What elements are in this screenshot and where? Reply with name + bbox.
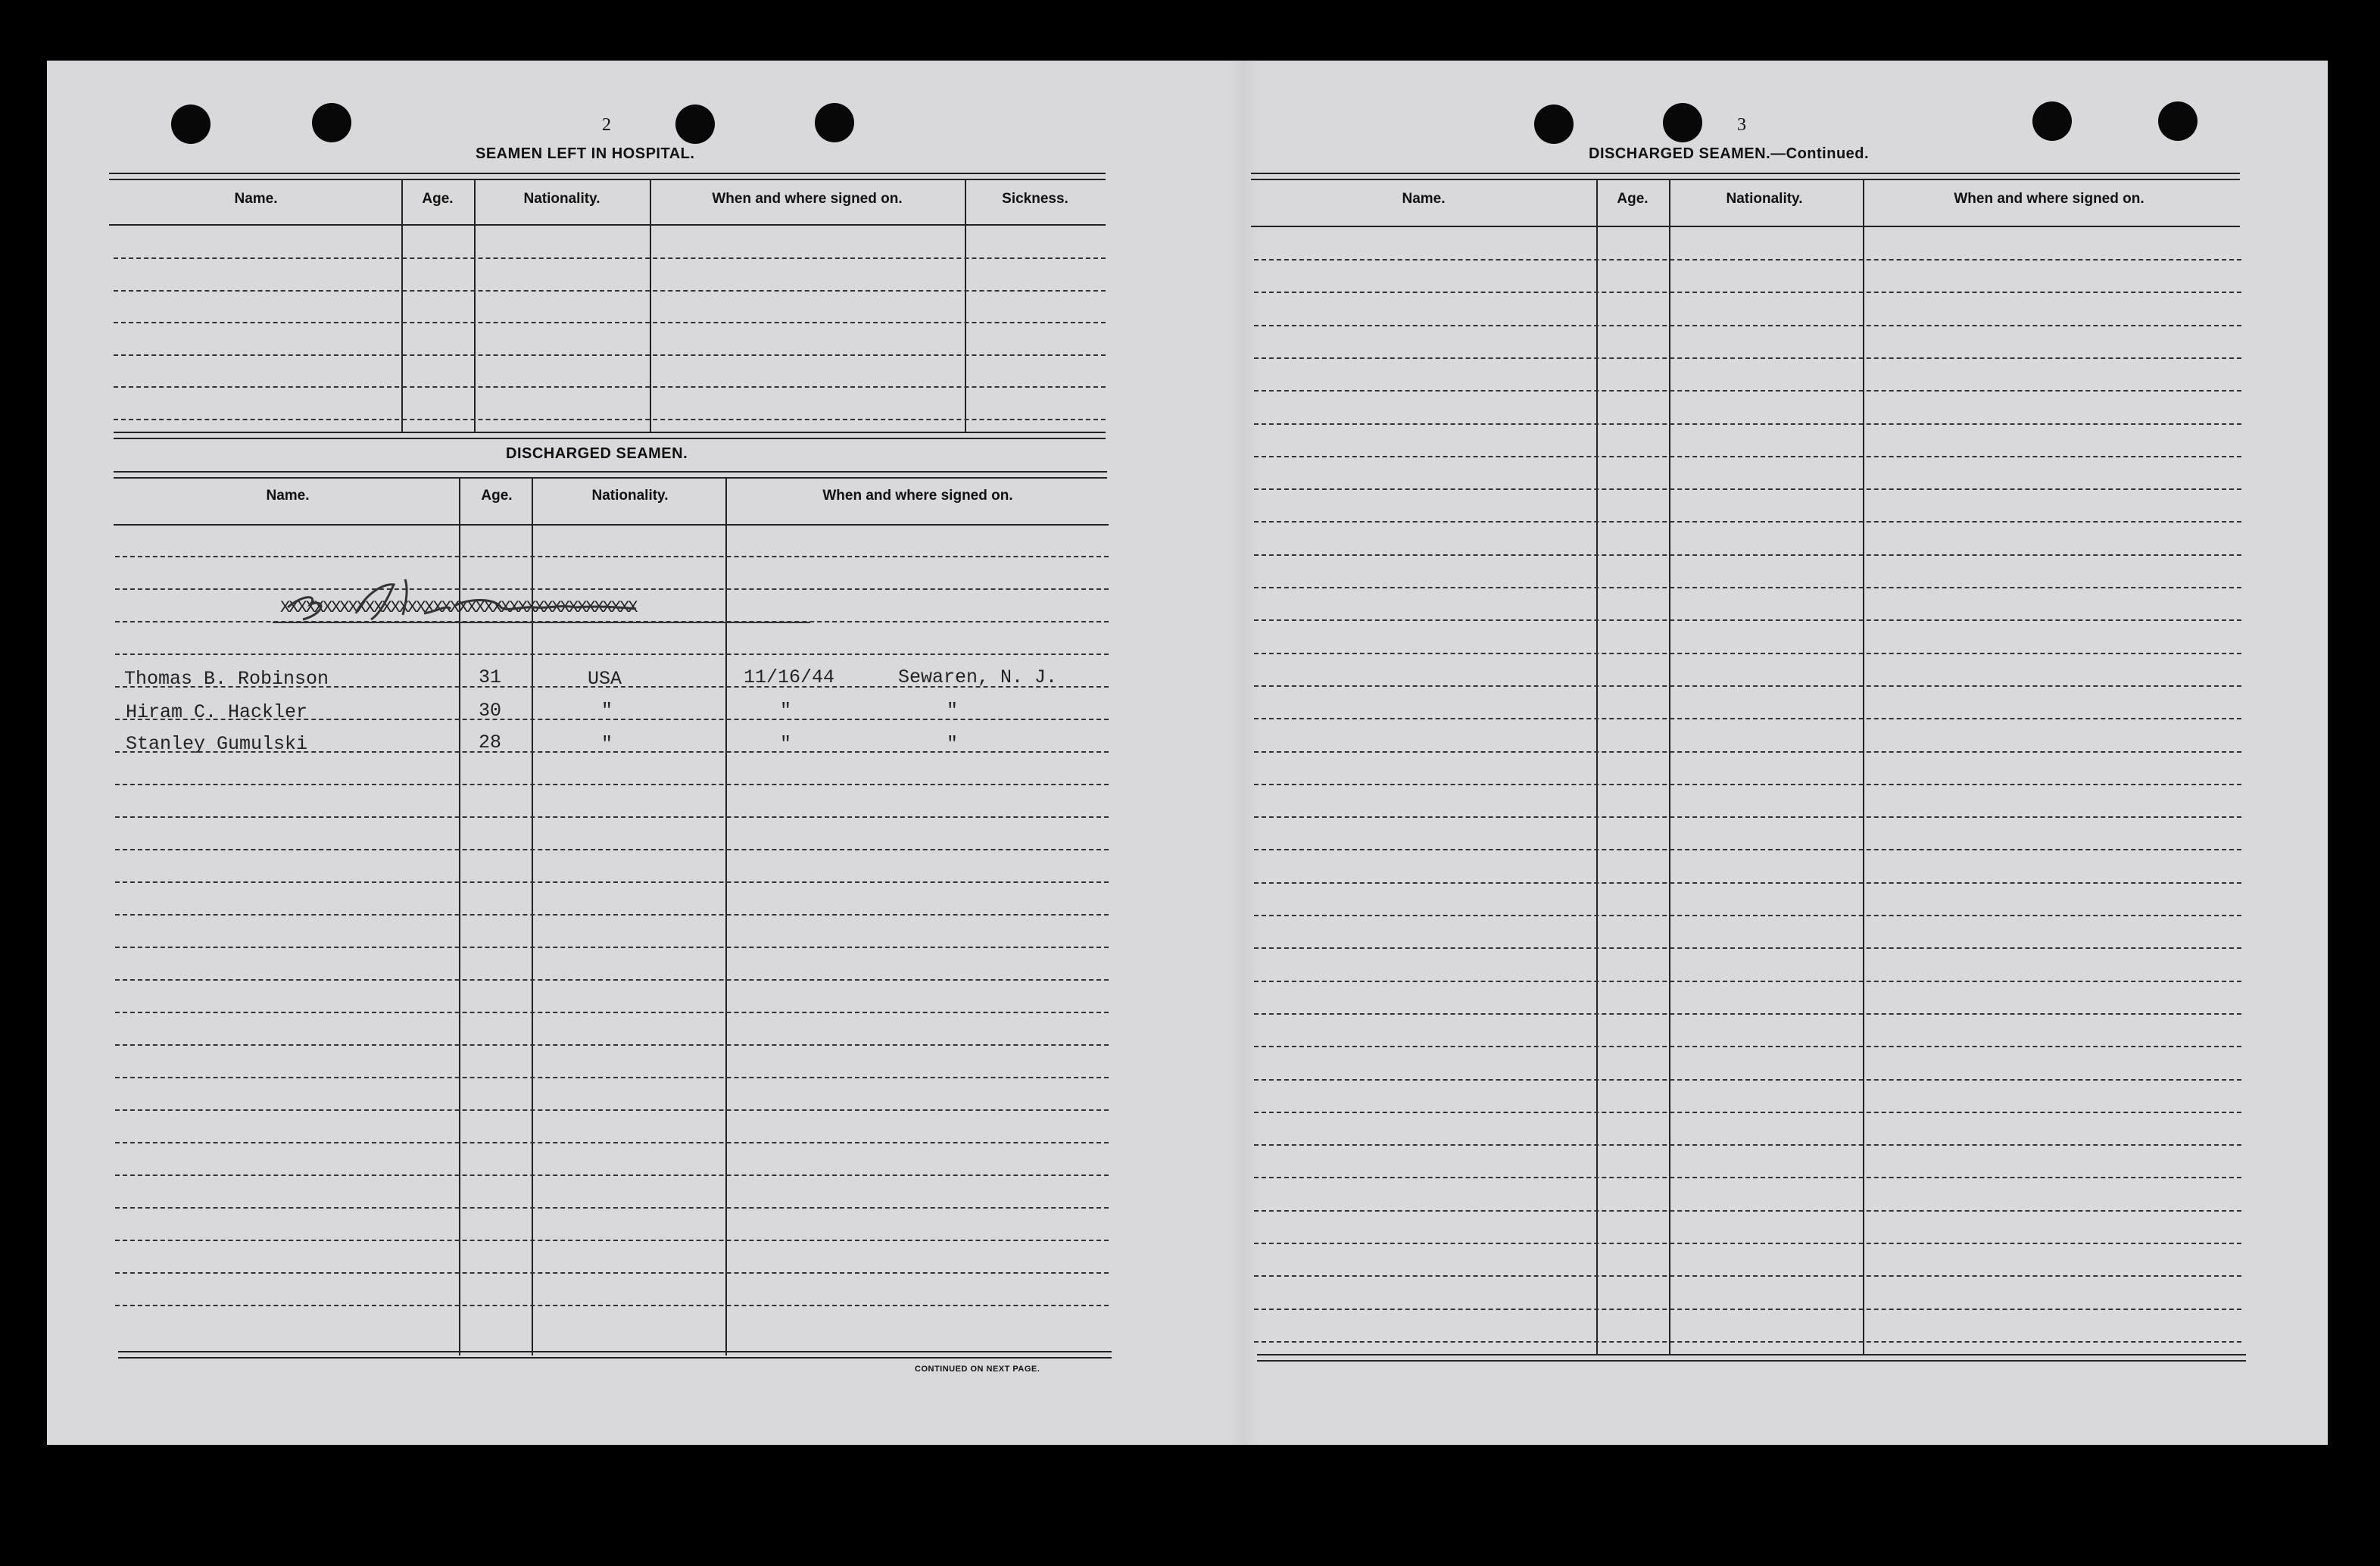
ruled-line	[114, 419, 1106, 420]
entry-date: "	[780, 700, 792, 722]
ruled-line	[1254, 685, 2241, 687]
rule	[118, 1351, 1112, 1352]
ruled-line	[115, 1044, 1109, 1046]
rule	[1257, 1354, 2246, 1355]
col-header-name: Name.	[1402, 191, 1446, 207]
rule	[114, 524, 1109, 526]
col-header-sickness: Sickness.	[1002, 191, 1068, 207]
page-number-right: 3	[1737, 115, 1746, 135]
ruled-line	[1254, 849, 2241, 850]
discharged-title: DISCHARGED SEAMEN.	[506, 445, 688, 462]
rule	[114, 471, 1107, 473]
ruled-line	[115, 881, 1109, 883]
ruled-line	[1254, 1013, 2241, 1015]
ruled-line	[115, 947, 1109, 948]
rule	[109, 224, 1106, 226]
punch-hole	[171, 105, 211, 144]
entry-age: 28	[479, 732, 502, 753]
document-sheet	[47, 61, 2328, 1445]
entry-place: Sewaren, N. J.	[898, 666, 1058, 688]
struck-line: XXXXXXXXXXXXXXXXXXXXXXXXXXXXXXXXXXXXXXXXXX	[280, 598, 637, 617]
discharged-continued-title: DISCHARGED SEAMEN.—Continued.	[1589, 145, 1870, 162]
ruled-line	[1254, 325, 2241, 326]
rule	[1251, 173, 2240, 174]
page-number-left: 2	[602, 115, 611, 135]
hospital-title: SEAMEN LEFT IN HOSPITAL.	[476, 145, 695, 162]
punch-hole	[1663, 103, 1702, 142]
entry-name: Stanley Gumulski	[126, 733, 308, 755]
ruled-line	[1254, 1112, 2241, 1113]
ruled-line	[1254, 456, 2241, 457]
ruled-line	[114, 290, 1106, 292]
ruled-line	[1254, 784, 2241, 785]
col-header-name: Name.	[266, 488, 310, 504]
col-divider	[401, 180, 403, 432]
ruled-line	[114, 354, 1106, 356]
ruled-line	[115, 979, 1109, 981]
col-divider	[650, 180, 651, 432]
ruled-line	[115, 1174, 1109, 1176]
col-header-signed-on: When and where signed on.	[822, 488, 1013, 504]
ruled-line	[114, 386, 1106, 388]
ruled-line	[1254, 718, 2241, 719]
ruled-line	[1254, 1046, 2241, 1047]
entry-age: 31	[479, 666, 502, 688]
rule	[1257, 1360, 2246, 1362]
ruled-line	[1254, 882, 2241, 884]
ruled-line	[1254, 521, 2241, 523]
ruled-line	[1254, 1243, 2241, 1244]
ruled-line	[1254, 816, 2241, 818]
ruled-line	[114, 322, 1106, 323]
rule	[1251, 179, 2240, 180]
ruled-line	[1254, 1309, 2241, 1310]
punch-hole	[815, 103, 854, 142]
ruled-line	[115, 1207, 1109, 1209]
ruled-line	[115, 1272, 1109, 1274]
punch-hole	[2158, 101, 2198, 141]
col-header-nationality: Nationality.	[591, 488, 669, 504]
ruled-line	[115, 914, 1109, 916]
ruled-line	[115, 1077, 1109, 1078]
page-fold	[1228, 61, 1259, 1445]
ruled-line	[115, 1012, 1109, 1013]
ruled-line	[1254, 587, 2241, 588]
ruled-line	[115, 1240, 1109, 1241]
punch-hole	[312, 103, 351, 142]
col-header-signed-on: When and where signed on.	[712, 191, 903, 207]
col-header-age: Age.	[422, 191, 454, 207]
col-header-age: Age.	[1617, 191, 1649, 207]
rule	[109, 179, 1106, 180]
ruled-line	[115, 556, 1109, 557]
rule	[1251, 226, 2240, 227]
col-divider	[965, 180, 966, 432]
col-header-nationality: Nationality.	[523, 191, 600, 207]
ruled-line	[1254, 1210, 2241, 1212]
rule	[114, 477, 1107, 479]
ruled-line	[115, 849, 1109, 850]
ruled-line	[1254, 1144, 2241, 1146]
ruled-line	[1254, 1275, 2241, 1277]
handwritten-scribble	[273, 560, 818, 629]
ruled-line	[1254, 1177, 2241, 1178]
ruled-line	[1254, 357, 2241, 359]
punch-hole	[675, 105, 715, 144]
ruled-line	[1254, 1079, 2241, 1081]
ruled-line	[1254, 751, 2241, 753]
col-header-name: Name.	[234, 191, 278, 207]
ruled-line	[1254, 554, 2241, 556]
ruled-line	[1254, 259, 2241, 260]
ruled-line	[115, 1142, 1109, 1143]
ruled-line	[1254, 619, 2241, 621]
entry-date: "	[780, 733, 792, 755]
ruled-line	[115, 784, 1109, 785]
ruled-line	[115, 1109, 1109, 1111]
col-divider	[474, 180, 476, 432]
ruled-line	[1254, 653, 2241, 654]
punch-hole	[1534, 105, 1574, 144]
entry-name: Hiram C. Hackler	[126, 701, 308, 723]
entry-place: "	[947, 733, 959, 755]
punch-hole	[2032, 101, 2072, 141]
ruled-line	[115, 816, 1109, 818]
ruled-line	[1254, 947, 2241, 949]
ruled-line	[1254, 488, 2241, 490]
entry-date: 11/16/44	[744, 666, 835, 688]
ruled-line	[1254, 390, 2241, 392]
ruled-line	[1254, 423, 2241, 425]
continued-note: CONTINUED ON NEXT PAGE.	[915, 1365, 1040, 1374]
entry-place: "	[947, 700, 959, 722]
ruled-line	[1254, 1341, 2241, 1343]
ruled-line	[115, 654, 1109, 655]
col-header-signed-on: When and where signed on.	[1954, 191, 2144, 207]
ruled-line	[1254, 292, 2241, 293]
col-header-age: Age.	[481, 488, 513, 504]
col-header-nationality: Nationality.	[1726, 191, 1803, 207]
entry-nationality: "	[601, 733, 613, 755]
ruled-line	[115, 1305, 1109, 1306]
ruled-line	[114, 257, 1106, 259]
ruled-line	[1254, 915, 2241, 916]
entry-age: 30	[479, 700, 502, 722]
entry-name: Thomas B. Robinson	[124, 668, 329, 690]
rule	[118, 1357, 1112, 1359]
entry-nationality: USA	[588, 668, 622, 690]
rule	[114, 438, 1106, 439]
entry-nationality: "	[601, 700, 613, 722]
rule	[109, 173, 1106, 174]
ruled-line	[1254, 981, 2241, 982]
rule	[114, 432, 1106, 433]
